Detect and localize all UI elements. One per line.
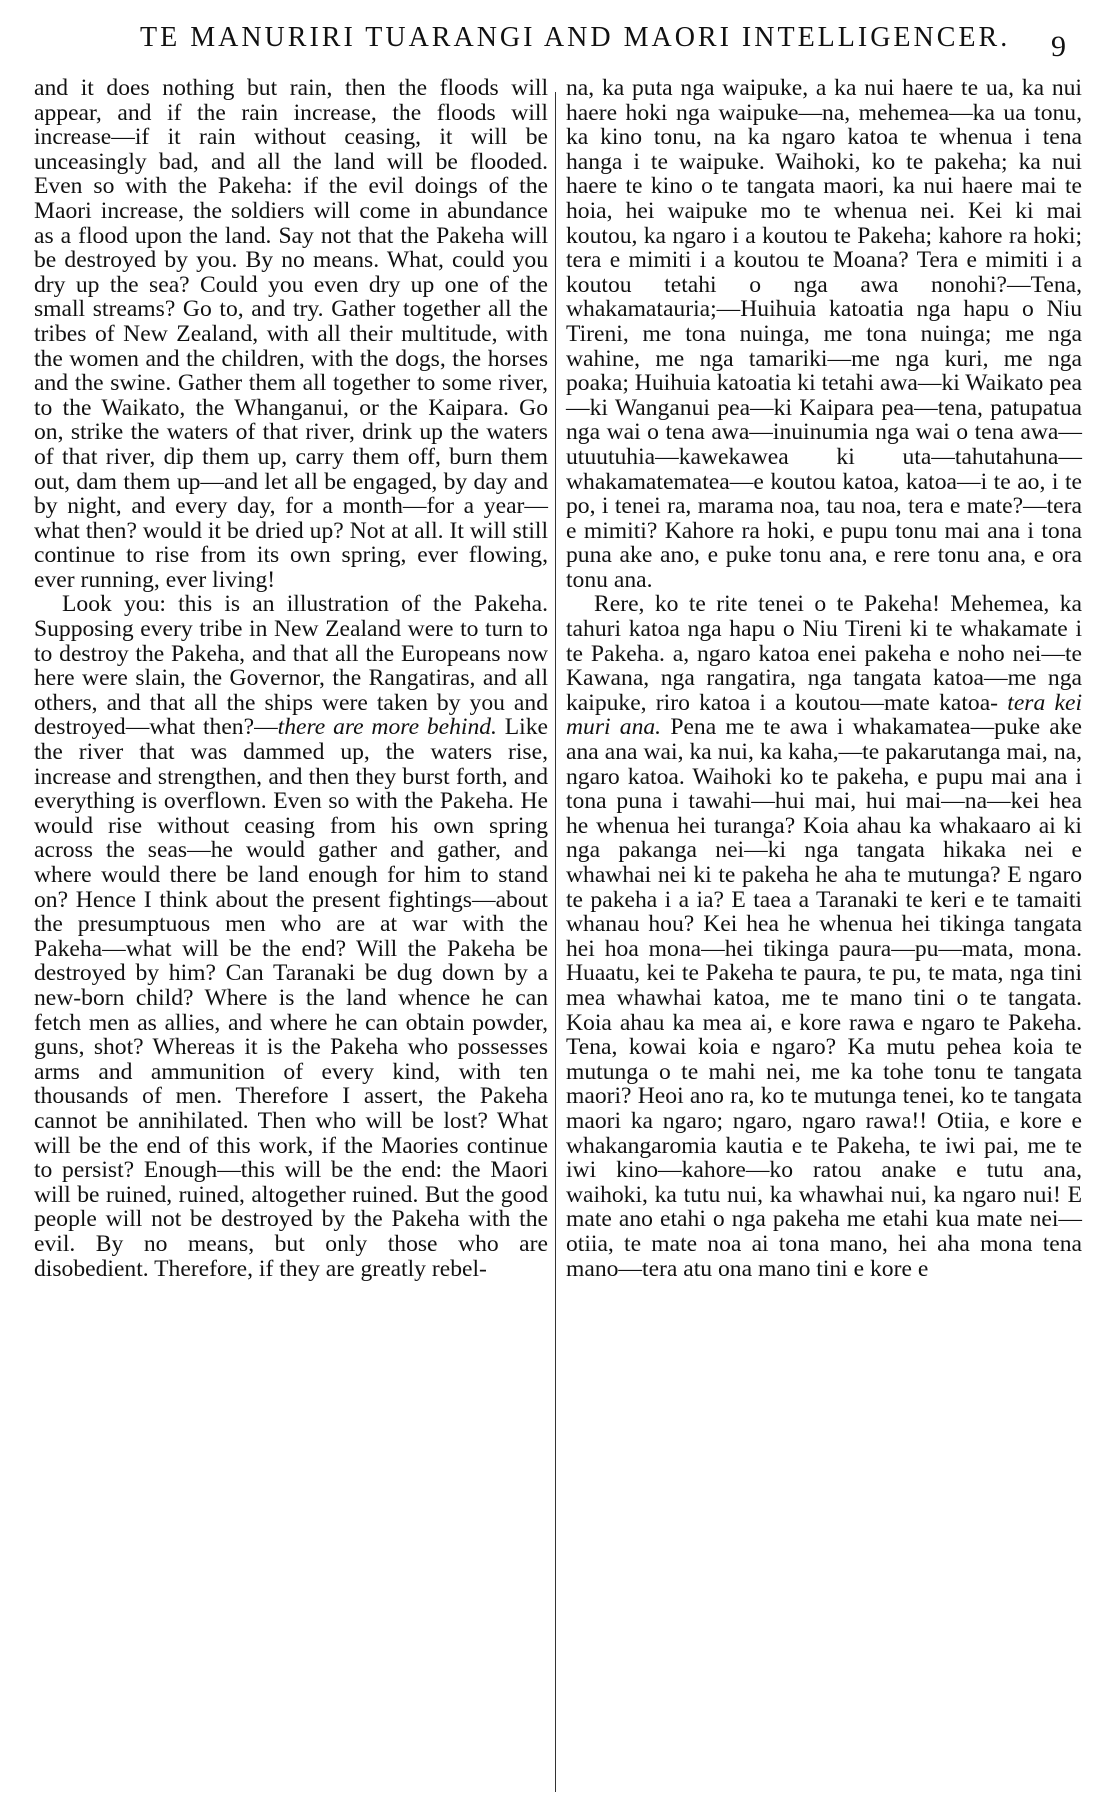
english-paragraph-2 (34, 592, 548, 1281)
maori-paragraph-2-text-a: Rere, ko te rite tenei o te Pakeha! Mehemea, ka tahuri katoa nga hapu o Niu Tireni ki te whakamate i te Pakeha. a, ngaro katoa enei pakeha e noho nei—te Kawana, nga rangatira, nga tangata katoa—me nga kaipuke, riro katoa i a koutou—mate katoa- (566, 591, 1082, 716)
maori-paragraph-2-emphasis: tera kei muri ana. (566, 689, 1082, 741)
maori-paragraph-2-text-b: Pena me te awa i whakamatea—puke ake ana ana wai, ka nui, ka kaha,—te pakarutanga mai, na, ngaro katoa. Waihoki ko te pakeha, e pupu mai ana i tona puna i tawahi—hui mai, hui mai—na—kei hea he whenua hei turanga? Koia ahau ka whakaaro ai ki nga pakanga nei—ki nga tangata hikaka nei e whawhai nei ki te pakeha he aha te mutunga? E ngaro te pakeha i a ia? E taea a Taranaki te keri e te tamaiti whanau hou? Kei hea he whenua hei tikinga tangata hei hoa mona—hei tikinga paura—pu—mata, mona. Huaatu, kei te Pakeha te paura, te pu, te mata, nga tini mea whawhai katoa, me te mano tini o te tangata. Koia ahau ka mea ai, e kore rawa e ngaro te Pakeha. Tena, kowai koia e ngaro? Ka mutu pehea koia te mutunga o te mahi nei, me ka tohe tonu te tangata maori? Heoi ano ra, ko te mutunga tenei, ko te tangata maori ka ngaro; ngaro, ngaro rawa!! Otiia, e kore e whakangaromia kautia e te Pakeha, te iwi pai, me te iwi kino—kahore—ko ratou anake e tutu ana, waihoki, ka tutu nui, ka whawhai nui, ka ngaro nui! E mate ano etahi o nga pakeha me etahi kua mate nei—otiia, te mate noa ai tona mano, hei aha mona tena mano—tera atu ona mano tini e kore e (566, 714, 1083, 1282)
column-divider (555, 92, 556, 1792)
maori-paragraph-1: na, ka puta nga waipuke, a ka nui haere te ua, ka nui haere hoki nga waipuke—na, mehemea—ka ua tonu, ka kino tonu, na ka ngaro katoa te whenua i tena hanga i te waipuke. Waihoki, ko te pakeha; ka nui haere te kino o te tangata maori, ka nui haere mai te hoia, hei waipuke mo te whenua nei. Kei ki mai koutou, ka ngaro i a koutou te Pakeha; kahore ra hoki; tera e mimiti i a koutou te Moana? Tera e mimiti i a koutou tetahi o nga awa nonohi?—Tena, whakamatauria;—Huihuia katoatia nga hapu o Niu Tireni, me tona nuinga, me tona nuinga; me nga wahine, me nga tamariki—me nga kuri, me nga poaka; Huihuia katoatia ki tetahi awa—ki Waikato pea—ki Wanganui pea—ki Kaipara pea—tena, patupatua nga wai o tena awa—inuinumia nga wai o tena awa—utuutuhia—kawekawea ki uta—tahutahuna—whakamatematea—e koutou katoa, katoa—i te ao, i te po, i tenei ra, marama noa, tau noa, tera e mate?—tera e mimiti? Kahore ra hoki, e pupu tonu mai ana i tona puna ake ano, e puke tonu ana, e rere tonu ana, e ora tonu ana. (566, 75, 1082, 593)
maori-paragraph-2 (566, 592, 1082, 1281)
english-paragraph-2-text-b: Like the river that was dammed up, the waters rise, increase and strengthen, and then they burst forth, and everything is overflown. Even so with the Pakeha. He would rise without ceasing from his own spring across the seas—he would gather and gather, and where would there be land enough for him to stand on? Hence I think about the present fightings—about the presumptuous men who are at war with the Pakeha—what will be the end? Will the Pakeha be destroyed by him? Can Taranaki be dug down by a new-born child? Where is the land whence he can fetch men as allies, and where he can obtain powder, guns, shot? Whereas it is the Pakeha who possesses arms and ammunition of every kind, with ten thousands of men. Therefore I assert, the Pakeha cannot be annihilated. Then who will be lost? What will be the end of this work, if the Maories continue to persist? Enough—this will be the end: the Maori will be ruined, ruined, altogether ruined. But the good people will not be destroyed by the Pakeha with the evil. By no means, but only those who are disobedient. Therefore, if they are greatly rebel- (34, 714, 548, 1282)
english-paragraph-2-text-a: Look you: this is an illustration of the Pakeha. Supposing every tribe in New Zealand were to turn to to destroy the Pakeha, and that all the Europeans now here were slain, the Governor, the Rangatiras, and all others, and that all the ships were taken by you and destroyed—what then?— (34, 591, 548, 741)
english-column (34, 76, 548, 1281)
page-header (40, 22, 1074, 66)
running-title: TE MANURIRI TUARANGI AND MAORI INTELLIGENCER. (140, 22, 1011, 53)
english-paragraph-2-emphasis: there are more behind. (277, 714, 497, 741)
page-number: 9 (1051, 30, 1066, 63)
maori-column (566, 76, 1082, 1281)
english-paragraph-1: and it does nothing but rain, then the floods will appear, and if the rain increase, the floods will increase—if it rain without ceasing, it will be unceasingly bad, and all the land will be flooded. Even so with the Pakeha: if the evil doings of the Maori increase, the soldiers will come in abundance as a flood upon the land. Say not that the Pakeha will be destroyed by you. By no means. What, could you dry up the sea? Could you even dry up one of the small streams? Go to, and try. Gather together all the tribes of New Zealand, with all their multitude, with the women and the children, with the dogs, the horses and the swine. Gather them all together to some river, to the Waikato, the Whanganui, or the Kaipara. Go on, strike the waters of that river, drink up the waters of that river, dip them up, carry them off, burn them out, dam them up—and let all be engaged, by day and by night, and every day, for a month—for a year—what then? would it be dried up? Not at all. It will still continue to rise from its own spring, ever flowing, ever running, ever living! (34, 75, 548, 593)
